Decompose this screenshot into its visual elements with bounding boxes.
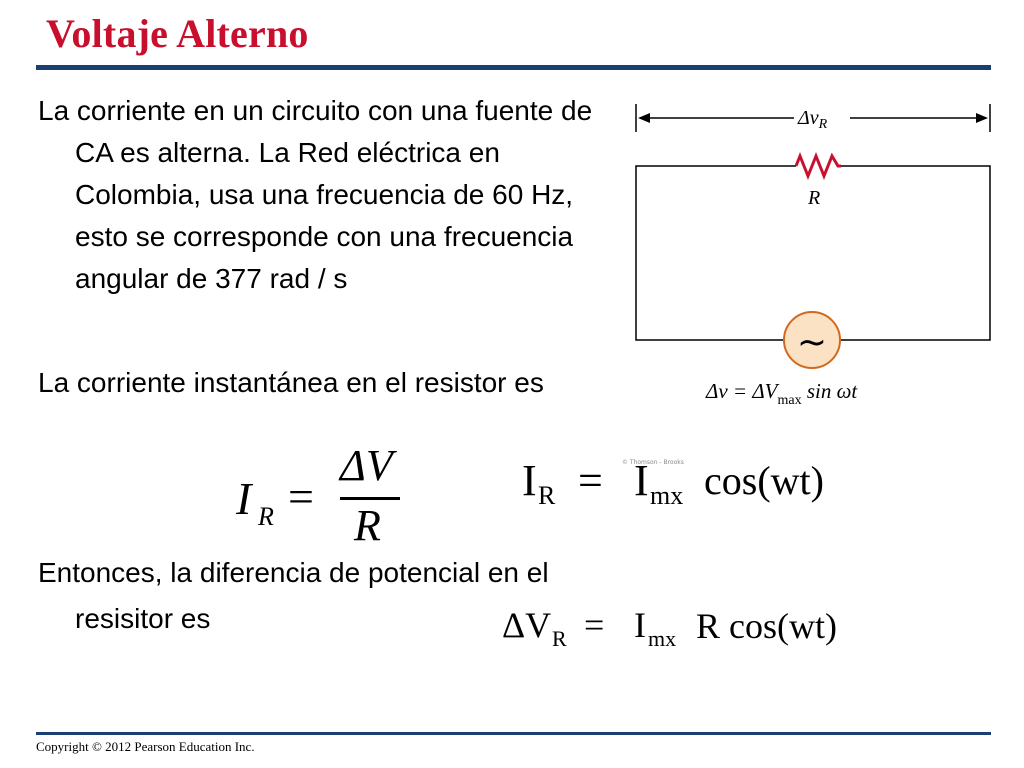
equation-current-cos <box>522 455 872 525</box>
caption-tail: sin ωt <box>801 379 858 403</box>
slide-title: Voltaje Alterno <box>46 11 309 56</box>
watermark-text: © Thomson - Brooks <box>622 459 684 466</box>
eq3-lhs: ΔV <box>502 605 552 645</box>
eq3-equals: = <box>584 605 605 645</box>
voltage-label-top: Δv <box>798 107 819 129</box>
paragraph-instant-current: La corriente instantánea en el resistor es <box>38 367 544 398</box>
bottom-divider <box>36 732 991 735</box>
svg-text:ΔvR <box>797 107 828 132</box>
eq2-lhs-sub: R <box>538 481 556 510</box>
svg-text:Δv = ΔVmax sin ωt <box>705 379 858 408</box>
eq1-numerator: ΔV <box>340 441 393 490</box>
eq1-lhs-sub: R <box>258 502 274 531</box>
voltage-label-top-sub: R <box>818 117 828 132</box>
eq2-equals: = <box>578 456 603 505</box>
caption-main: Δv = ΔV <box>706 379 778 403</box>
resistor-label: R <box>808 187 821 209</box>
eq2-lhs: I <box>522 456 537 505</box>
paragraph-potential-difference: Entonces, la diferencia de potencial en el resisitor es <box>38 557 549 634</box>
equation-voltage-cos <box>502 604 882 660</box>
top-divider <box>36 65 991 70</box>
caption-sub: max <box>777 393 802 408</box>
eq3-rhs: I <box>634 605 646 645</box>
eq2-rhs: I <box>634 456 649 505</box>
paragraph-ac-current: La corriente en un circuito con una fuente de CA es alterna. La Red eléctrica en Colombia, usa una frecuencia de 60 Hz, esto se corresponde con una frecuencia angular de 377 rad / s <box>38 95 593 294</box>
ac-resistor-circuit-diagram <box>622 92 998 466</box>
equation-ohm-fraction <box>232 440 412 550</box>
eq1-lhs: I <box>236 473 252 524</box>
ac-source-tilde: ~ <box>796 322 828 363</box>
eq1-denominator: R <box>354 501 381 550</box>
eq3-lhs-sub: R <box>552 626 567 651</box>
eq2-cos: cos(wt) <box>704 458 824 503</box>
eq1-equals: = <box>288 471 314 522</box>
eq2-rhs-sub: mx <box>650 481 684 510</box>
eq3-tail: R cos(wt) <box>696 606 837 646</box>
eq3-rhs-sub: mx <box>648 626 677 651</box>
resistor-symbol <box>796 156 841 176</box>
copyright-footer: Copyright © 2012 Pearson Education Inc. <box>36 739 255 754</box>
